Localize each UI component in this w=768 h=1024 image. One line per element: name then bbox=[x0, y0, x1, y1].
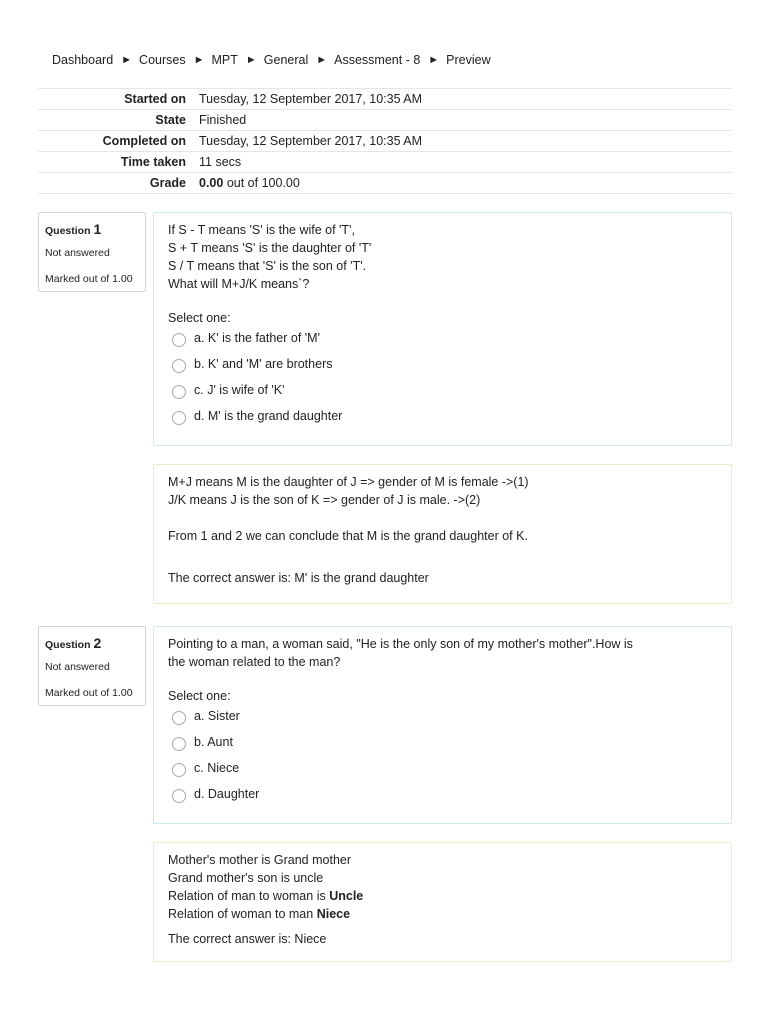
summary-value: Tuesday, 12 September 2017, 10:35 AM bbox=[199, 92, 423, 106]
summary-value: Finished bbox=[199, 113, 247, 127]
question-state: Not answered bbox=[45, 247, 110, 259]
question-2-feedback: Mother's mother is Grand mother Grand mother's son is uncle Relation of man to woman is Uncle Relation of woman to man Niece The correct answer is: Niece bbox=[153, 842, 732, 962]
summary-label: State bbox=[155, 113, 186, 127]
grade-out-of: out of 100.00 bbox=[223, 176, 300, 190]
radio-button[interactable] bbox=[172, 359, 186, 373]
summary-row-state bbox=[38, 109, 732, 130]
radio-button[interactable] bbox=[172, 385, 186, 399]
summary-label: Completed on bbox=[102, 134, 186, 148]
summary-label: Time taken bbox=[120, 155, 186, 169]
summary-row-completed bbox=[38, 130, 732, 151]
attempt-summary-table bbox=[38, 88, 732, 194]
select-one-label: Select one: bbox=[168, 689, 231, 703]
question-text: If S - T means 'S' is the wife of 'T', S + T means 'S' is the daughter of 'T' S / T means that 'S' is the son of 'T'. What will M+J/K means`? bbox=[168, 223, 372, 291]
summary-value: Tuesday, 12 September 2017, 10:35 AM bbox=[199, 134, 423, 148]
question-number: Question 1 bbox=[45, 221, 102, 237]
answer-option[interactable]: d. Daughter bbox=[168, 781, 717, 807]
summary-label: Started on bbox=[124, 92, 186, 106]
breadcrumb-assessment[interactable]: Assessment - 8 bbox=[334, 53, 421, 67]
radio-button[interactable] bbox=[172, 737, 186, 751]
summary-value bbox=[199, 176, 732, 190]
correct-answer: The correct answer is: M' is the grand daughter bbox=[168, 571, 429, 585]
answer-option[interactable]: b. K' and 'M' are brothers bbox=[168, 351, 717, 377]
question-marks: Marked out of 1.00 bbox=[45, 687, 133, 699]
question-1-feedback: M+J means M is the daughter of J => gender of M is female ->(1) J/K means J is the son of K => gender of J is male. ->(2) From 1 and 2 we can conclude that M is the grand daughter of K. The correct answer is: M' is the grand daughter bbox=[153, 464, 732, 604]
radio-button[interactable] bbox=[172, 411, 186, 425]
answer-option[interactable]: a. K' is the father of 'M' bbox=[168, 325, 717, 351]
radio-button[interactable] bbox=[172, 333, 186, 347]
summary-row-started bbox=[38, 88, 732, 109]
select-one-label: Select one: bbox=[168, 311, 231, 325]
question-2-info bbox=[38, 626, 146, 706]
question-marks: Marked out of 1.00 bbox=[45, 273, 133, 285]
breadcrumb-separator: ► bbox=[245, 54, 257, 66]
answer-option[interactable]: c. J' is wife of 'K' bbox=[168, 377, 717, 403]
answer-option[interactable]: b. Aunt bbox=[168, 729, 717, 755]
breadcrumb-separator: ► bbox=[316, 54, 328, 66]
summary-value: 11 secs bbox=[199, 155, 242, 169]
answer-niece: Niece bbox=[316, 907, 351, 921]
radio-button[interactable] bbox=[172, 763, 186, 777]
question-state: Not answered bbox=[45, 661, 110, 673]
breadcrumb-separator: ► bbox=[121, 54, 133, 66]
summary-row-time-taken bbox=[38, 151, 732, 172]
breadcrumb-courses[interactable]: Courses bbox=[139, 53, 186, 67]
breadcrumb-separator: ► bbox=[193, 54, 205, 66]
answer-option[interactable]: d. M' is the grand daughter bbox=[168, 403, 717, 429]
question-1-info bbox=[38, 212, 146, 292]
radio-button[interactable] bbox=[172, 789, 186, 803]
breadcrumb-dashboard[interactable]: Dashboard bbox=[52, 53, 114, 67]
answer-uncle: Uncle bbox=[329, 889, 364, 903]
breadcrumb bbox=[52, 53, 491, 67]
question-1-content bbox=[153, 212, 732, 446]
breadcrumb-mpt[interactable]: MPT bbox=[211, 53, 238, 67]
question-text: Pointing to a man, a woman said, "He is the only son of my mother's mother".How is the woman related to the man? bbox=[168, 637, 633, 669]
radio-button[interactable] bbox=[172, 711, 186, 725]
grade-value: 0.00 bbox=[199, 176, 224, 190]
question-2-content bbox=[153, 626, 732, 824]
breadcrumb-separator: ► bbox=[428, 54, 440, 66]
question-number: Question 2 bbox=[45, 635, 102, 651]
breadcrumb-general[interactable]: General bbox=[263, 53, 309, 67]
summary-label: Grade bbox=[149, 176, 186, 190]
breadcrumb-preview[interactable]: Preview bbox=[446, 53, 491, 67]
answer-option[interactable]: a. Sister bbox=[168, 703, 717, 729]
correct-answer: The correct answer is: Niece bbox=[168, 932, 327, 946]
answer-option[interactable]: c. Niece bbox=[168, 755, 717, 781]
summary-row-grade bbox=[38, 172, 732, 194]
